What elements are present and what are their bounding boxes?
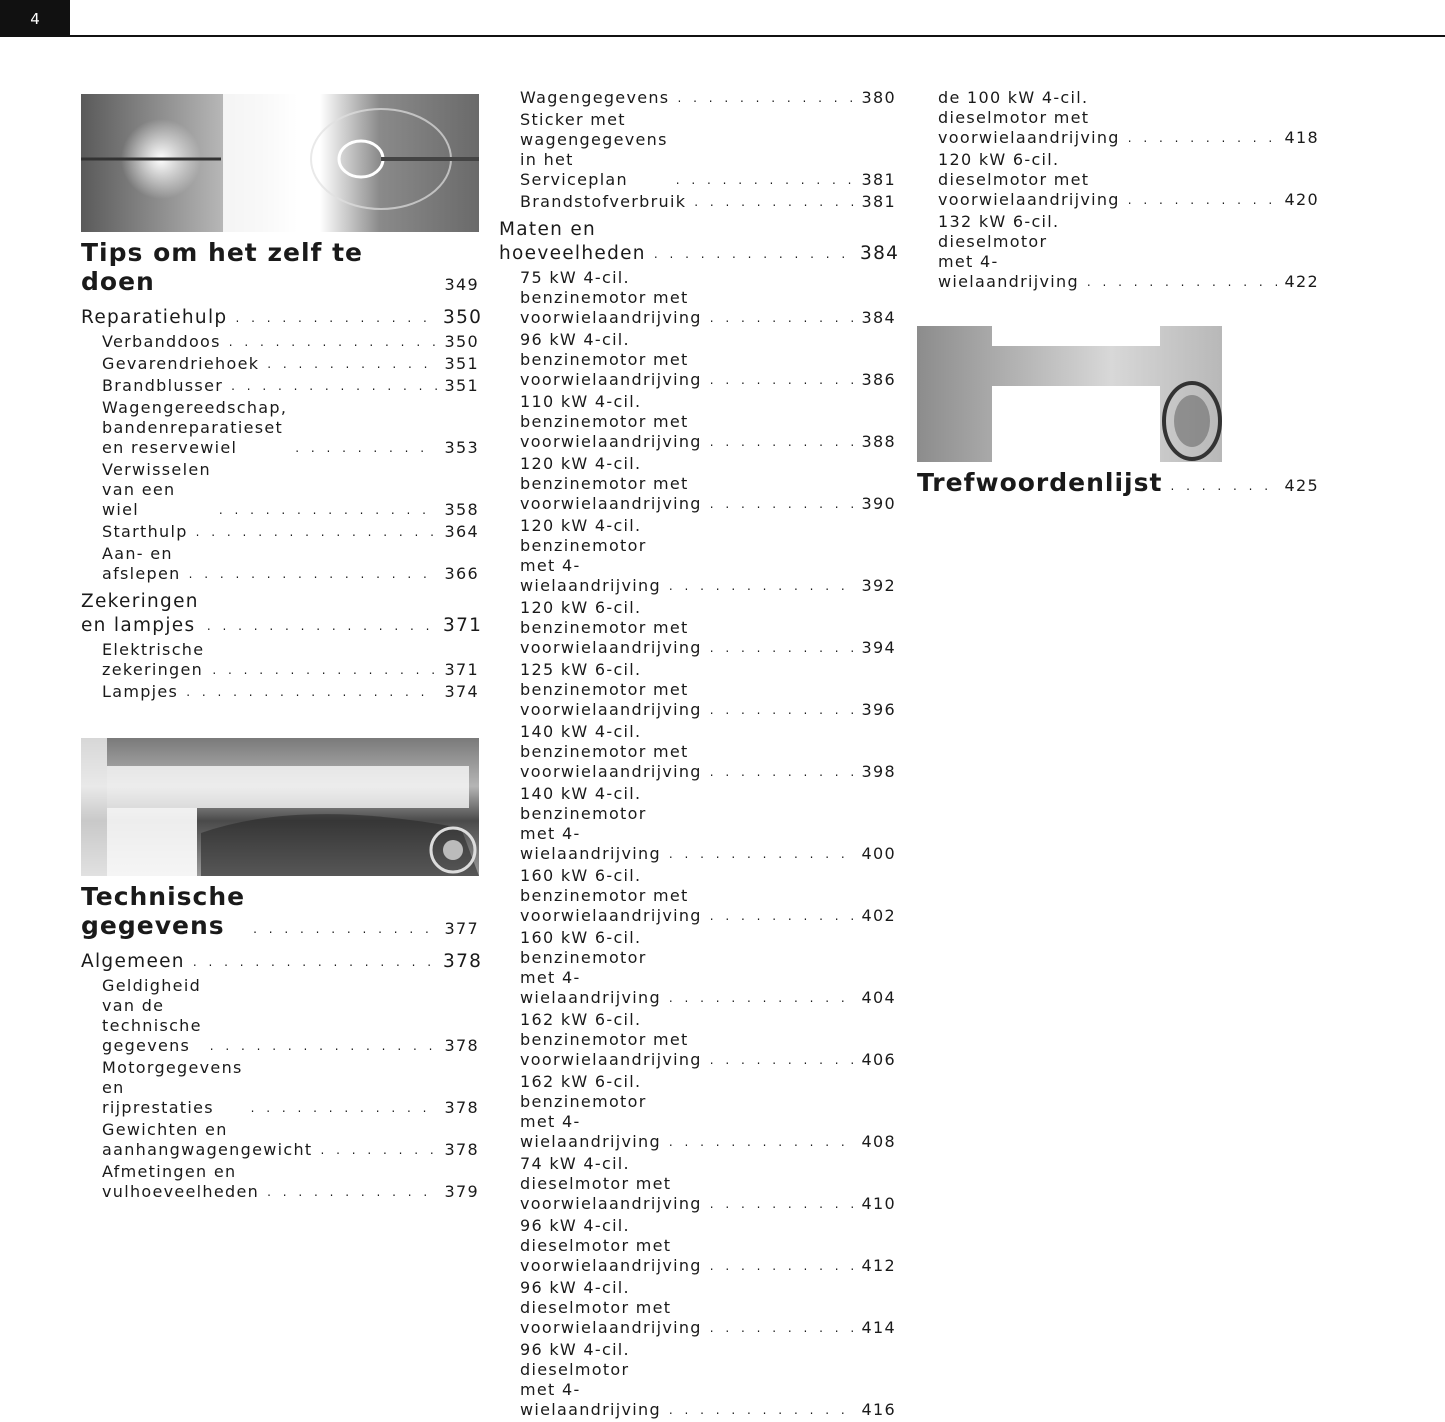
toc-entry[interactable]	[499, 516, 896, 596]
toc-entry[interactable]	[81, 376, 479, 396]
toc-entry-page: 364	[444, 522, 479, 541]
toc-entry-lead	[520, 268, 860, 328]
toc-entry-label: 96 kW 4-cil. dieselmotor met voorwielaandrijving	[520, 1216, 702, 1275]
toc-entry[interactable]	[499, 1216, 896, 1276]
toc-entry-label: Wagengereedschap, bandenreparatieset en reservewiel	[102, 398, 288, 457]
toc-entry-lead	[520, 1072, 860, 1152]
toc-entry[interactable]	[81, 1162, 479, 1202]
toc-entry-label: 110 kW 4-cil. benzinemotor met voorwielaandrijving	[520, 392, 702, 451]
toc-entry-page: 422	[1284, 272, 1319, 291]
toc-entry[interactable]	[917, 212, 1319, 292]
toc-entry-label: de 100 kW 4-cil. dieselmotor met voorwielaandrijving	[938, 88, 1120, 147]
toc-entry-lead	[102, 976, 443, 1056]
toc-entry-label: 160 kW 6-cil. benzinemotor met 4-wielaandrijving	[520, 928, 661, 1007]
toc-entry-page: 390	[861, 494, 896, 513]
leader-dots	[320, 1140, 437, 1160]
toc-entry-lead	[520, 1010, 860, 1070]
toc-list	[81, 950, 483, 1202]
toc-entry[interactable]	[499, 330, 896, 390]
leader-dots	[710, 906, 854, 926]
leader-dots	[710, 1256, 854, 1276]
toc-entry[interactable]	[499, 88, 896, 108]
leader-dots	[267, 354, 437, 374]
toc-entry[interactable]	[81, 306, 483, 330]
toc-entry-page: 420	[1284, 190, 1319, 209]
toc-entry-lead	[520, 1278, 860, 1338]
toc-entry-page: 384	[861, 308, 896, 327]
toc-entry-label: Motorgegevens en rijprestaties	[102, 1058, 243, 1117]
toc-entry-label: Verbanddoos	[102, 332, 221, 351]
toc-entry-page: 402	[861, 906, 896, 925]
toc-entry[interactable]	[81, 398, 479, 458]
section-title-trefwoorden[interactable]	[917, 468, 1319, 497]
toc-entry-label: Starthulp	[102, 522, 188, 541]
toc-entry-lead	[102, 398, 443, 458]
page-header	[0, 0, 1445, 37]
toc-entry-label: 120 kW 4-cil. benzinemotor met voorwielaandrijving	[520, 454, 702, 513]
toc-entry[interactable]	[499, 866, 896, 926]
leader-dots	[186, 682, 437, 702]
toc-entry-label: 75 kW 4-cil. benzinemotor met voorwielaandrijving	[520, 268, 702, 327]
toc-entry-page: 351	[444, 376, 479, 395]
leader-dots	[676, 170, 854, 190]
toc-entry-label: Maten en hoeveelheden	[499, 219, 646, 264]
leader-dots	[710, 370, 854, 390]
toc-entry-lead	[81, 306, 443, 330]
toc-entry-page: 379	[444, 1182, 479, 1201]
leader-dots	[1128, 128, 1277, 148]
toc-entry-label: Brandblusser	[102, 376, 224, 395]
leader-dots	[710, 700, 854, 720]
toc-entry-label: 162 kW 6-cil. benzinemotor met voorwielaandrijving	[520, 1010, 702, 1069]
toc-entry-label: 140 kW 4-cil. benzinemotor met voorwielaandrijving	[520, 722, 702, 781]
toc-entry-lead	[102, 682, 443, 702]
toc-entry-label: Zekeringen en lampjes	[81, 591, 199, 636]
toc-entry-label: 162 kW 6-cil. benzinemotor met 4-wielaandrijving	[520, 1072, 661, 1151]
toc-entry[interactable]	[81, 950, 483, 974]
toc-entry-label: 96 kW 4-cil. dieselmotor met 4-wielaandrijving	[520, 1340, 661, 1419]
leader-dots	[669, 576, 854, 596]
toc-entry[interactable]	[81, 354, 479, 374]
toc-entry[interactable]	[499, 192, 896, 212]
toc-entry[interactable]	[499, 1340, 896, 1420]
page-number: 4	[0, 0, 70, 37]
toc-entry[interactable]	[917, 88, 1319, 148]
toc-entry-lead	[102, 1120, 443, 1160]
leader-dots	[654, 242, 854, 266]
toc-entry-lead	[102, 354, 443, 374]
toc-entry-label: Brandstofverbruik	[520, 192, 687, 211]
leader-dots	[267, 1182, 437, 1202]
car-image	[81, 738, 479, 876]
toc-entry-lead	[102, 1058, 443, 1118]
toc-entry-page: 404	[861, 988, 896, 1007]
toc-entry[interactable]	[499, 722, 896, 782]
leader-dots	[710, 308, 854, 328]
toc-entry-lead	[499, 218, 860, 266]
toc-entry-lead	[520, 330, 860, 390]
toc-entry-page: 371	[443, 615, 483, 636]
toc-entry-page: 350	[444, 332, 479, 351]
toc-entry-lead	[102, 332, 443, 352]
toc-entry[interactable]	[81, 682, 479, 702]
toc-entry-page: 394	[861, 638, 896, 657]
toc-entry-label: Reparatiehulp	[81, 307, 228, 328]
headlight-photo	[917, 326, 1305, 462]
toc-entry-page: 378	[444, 1140, 479, 1159]
toc-entry-label: 96 kW 4-cil. dieselmotor met voorwielaandrijving	[520, 1278, 702, 1337]
toc-entry-page: 378	[443, 951, 483, 972]
leader-dots	[669, 1132, 854, 1152]
toc-column-2	[499, 88, 900, 1422]
toc-entry-lead	[102, 376, 443, 396]
toc-entry-page: 408	[861, 1132, 896, 1151]
toc-entry[interactable]	[499, 218, 900, 266]
toc-entry-label: 120 kW 6-cil. dieselmotor met voorwielaandrijving	[938, 150, 1120, 209]
leader-dots	[193, 950, 437, 974]
toc-entry[interactable]	[81, 544, 479, 584]
leader-dots	[219, 500, 437, 520]
leader-dots	[669, 844, 854, 864]
toc-entry[interactable]	[499, 928, 896, 1008]
section-title-tips[interactable]	[81, 238, 479, 296]
toc-entry-label: 140 kW 4-cil. benzinemotor met 4-wielaandrijving	[520, 784, 661, 863]
toc-entry-label: 120 kW 4-cil. benzinemotor met 4-wielaandrijving	[520, 516, 661, 595]
leader-dots	[669, 1400, 854, 1420]
toc-entry[interactable]	[499, 1154, 896, 1214]
leader-dots	[710, 1318, 854, 1338]
toc-entry-page: 386	[861, 370, 896, 389]
toc-entry-page: 388	[861, 432, 896, 451]
toc-entry-page: 392	[861, 576, 896, 595]
leader-dots	[710, 638, 854, 658]
toc-entry[interactable]	[499, 110, 896, 190]
toc-entry-lead	[520, 598, 860, 658]
toc-entry-page: 353	[444, 438, 479, 457]
toc-entry-lead	[81, 590, 443, 638]
toc-entry-page: 381	[861, 192, 896, 211]
leader-dots	[253, 922, 438, 936]
leader-dots	[295, 438, 437, 458]
leader-dots	[212, 660, 437, 680]
toc-entry-page: 416	[861, 1400, 896, 1419]
leader-dots	[669, 988, 854, 1008]
toc-entry-label: Afmetingen en vulhoeveelheden	[102, 1162, 260, 1201]
toc-entry-page: 398	[861, 762, 896, 781]
toc-entry-page: 414	[861, 1318, 896, 1337]
leader-dots	[710, 1050, 854, 1070]
toc-list	[499, 88, 900, 1420]
toc-entry[interactable]	[499, 1010, 896, 1070]
toc-entry-page: 358	[444, 500, 479, 519]
toc-entry[interactable]	[499, 392, 896, 452]
leader-dots	[677, 88, 854, 108]
toc-entry-lead	[520, 1154, 860, 1214]
section-title-text: Trefwoordenlijst	[917, 468, 1163, 497]
headlight-image	[917, 326, 1305, 462]
toc-entry[interactable]	[81, 332, 479, 352]
toc-entry-page: 406	[861, 1050, 896, 1069]
toc-entry-page: 412	[861, 1256, 896, 1275]
toc-entry-label: Elektrische zekeringen	[102, 640, 205, 679]
toc-entry-label: Lampjes	[102, 682, 179, 701]
toc-entry-page: 380	[861, 88, 896, 107]
toc-entry-lead	[102, 640, 443, 680]
toc-entry-page: 378	[444, 1036, 479, 1055]
toc-entry[interactable]	[499, 660, 896, 720]
toc-entry-lead	[520, 110, 860, 190]
toc-entry-label: Geldigheid van de technische gegevens	[102, 976, 202, 1055]
toc-entry-page: 400	[861, 844, 896, 863]
toc-entry-page: 351	[444, 354, 479, 373]
toc-entry-lead	[520, 454, 860, 514]
toc-column-3	[917, 88, 1319, 497]
toc-list	[917, 88, 1319, 292]
toc-entry[interactable]	[917, 150, 1319, 210]
leader-dots	[1170, 479, 1278, 493]
toc-entry-lead	[520, 928, 860, 1008]
toc-entry-label: Verwisselen van een wiel	[102, 460, 211, 519]
toc-entry-label: 120 kW 6-cil. benzinemotor met voorwielaandrijving	[520, 598, 702, 657]
toc-entry-label: 125 kW 6-cil. benzinemotor met voorwielaandrijving	[520, 660, 702, 719]
toc-entry-label: Algemeen	[81, 951, 185, 972]
toc-entry[interactable]	[499, 598, 896, 658]
leader-dots	[1087, 272, 1277, 292]
toc-entry-page: 378	[444, 1098, 479, 1117]
toc-entry-lead	[520, 784, 860, 864]
toc-entry-page: 374	[444, 682, 479, 701]
toc-entry-lead	[102, 522, 443, 542]
toc-entry-lead	[520, 192, 860, 212]
toc-entry-lead	[938, 88, 1283, 148]
toc-entry-lead	[520, 88, 860, 108]
lightbulb-image	[81, 94, 479, 232]
toc-entry[interactable]	[499, 1072, 896, 1152]
toc-entry[interactable]	[81, 1120, 479, 1160]
toc-list	[81, 306, 483, 702]
toc-entry-lead	[520, 866, 860, 926]
toc-entry[interactable]	[499, 454, 896, 514]
toc-entry-page: 381	[861, 170, 896, 189]
toc-entry-label: 132 kW 6-cil. dieselmotor met 4-wielaandrijving	[938, 212, 1079, 291]
toc-entry-page: 350	[443, 307, 483, 328]
leader-dots	[210, 1036, 437, 1056]
toc-entry-label: Gevarendriehoek	[102, 354, 260, 373]
section-page: 425	[1284, 476, 1319, 495]
leader-dots	[189, 564, 437, 584]
toc-entry-lead	[520, 516, 860, 596]
toc-entry-page: 371	[444, 660, 479, 679]
toc-entry[interactable]	[499, 268, 896, 328]
section-title-text: Technische gegevens	[81, 882, 246, 940]
leader-dots	[231, 376, 437, 396]
section-title-technische[interactable]	[81, 882, 479, 940]
leader-dots	[196, 522, 437, 542]
toc-entry-lead	[81, 950, 443, 974]
toc-entry-label: Sticker met wagengegevens in het Serviceplan	[520, 110, 668, 189]
toc-entry-page: 384	[860, 243, 900, 264]
toc-entry[interactable]	[81, 976, 479, 1056]
leader-dots	[207, 614, 437, 638]
toc-entry-lead	[938, 150, 1283, 210]
toc-entry[interactable]	[81, 460, 479, 520]
toc-entry[interactable]	[81, 1058, 479, 1118]
header-rule	[70, 35, 1445, 37]
toc-entry[interactable]	[81, 640, 479, 680]
toc-entry-lead	[520, 1216, 860, 1276]
lightbulb-photo	[81, 94, 479, 232]
toc-entry[interactable]	[499, 784, 896, 864]
toc-entry-lead	[102, 460, 443, 520]
toc-entry-page: 396	[861, 700, 896, 719]
toc-entry-lead	[102, 1162, 443, 1202]
toc-entry-page: 410	[861, 1194, 896, 1213]
toc-entry-label: Aan- en afslepen	[102, 544, 181, 583]
leader-dots	[710, 494, 854, 514]
toc-entry[interactable]	[81, 522, 479, 542]
toc-column-1	[81, 94, 483, 1204]
toc-entry-page: 418	[1284, 128, 1319, 147]
toc-entry-label: Gewichten en aanhangwagengewicht	[102, 1120, 313, 1159]
toc-entry-lead	[520, 722, 860, 782]
leader-dots	[710, 762, 854, 782]
leader-dots	[710, 1194, 854, 1214]
toc-entry-lead	[520, 660, 860, 720]
leader-dots	[235, 306, 437, 330]
leader-dots	[710, 432, 854, 452]
toc-entry[interactable]	[499, 1278, 896, 1338]
section-title-text: Tips om het zelf te doen	[81, 238, 364, 296]
toc-entry-lead	[520, 1340, 860, 1420]
leader-dots	[694, 192, 854, 212]
leader-dots	[1128, 190, 1277, 210]
toc-entry-lead	[938, 212, 1283, 292]
toc-entry-lead	[520, 392, 860, 452]
toc-entry-label: 96 kW 4-cil. benzinemotor met voorwielaandrijving	[520, 330, 702, 389]
toc-entry-label: 74 kW 4-cil. dieselmotor met voorwielaandrijving	[520, 1154, 702, 1213]
car-photo	[81, 738, 479, 876]
toc-entry-label: 160 kW 6-cil. benzinemotor met voorwielaandrijving	[520, 866, 702, 925]
section-page: 377	[444, 919, 479, 938]
section-page: 349	[444, 275, 479, 294]
toc-entry-label: Wagengegevens	[520, 88, 670, 107]
toc-entry-lead	[102, 544, 443, 584]
toc-entry[interactable]	[81, 590, 483, 638]
leader-dots	[251, 1098, 437, 1118]
toc-entry-page: 366	[444, 564, 479, 583]
leader-dots	[229, 332, 437, 352]
